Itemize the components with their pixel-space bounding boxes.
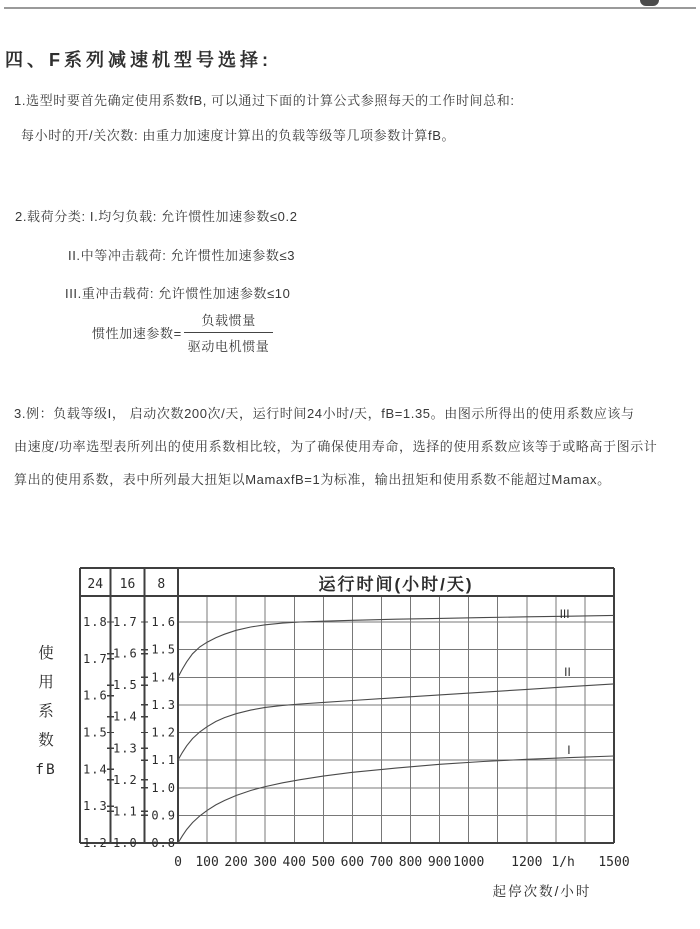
svg-text:1.1: 1.1 xyxy=(151,753,176,768)
example-line2: 由速度/功率选型表所列出的使用系数相比较，为了确保使用寿命，选择的使用系数应该等于或略高于图示计 xyxy=(14,439,658,454)
inertia-formula xyxy=(92,310,273,355)
svg-text:100: 100 xyxy=(195,855,219,870)
load-class-line3: III.重冲击载荷: 允许惯性加速参数≤10 xyxy=(65,286,291,301)
svg-text:fB: fB xyxy=(35,762,57,778)
svg-text:1.3: 1.3 xyxy=(83,799,108,814)
example-line1: 3.例：负载等级I， 启动次数200次/天，运行时间24小时/天，fB=1.35。由图示所得出的使用系数应该与 xyxy=(14,406,635,421)
svg-text:1.1: 1.1 xyxy=(113,804,138,819)
svg-text:16: 16 xyxy=(119,577,136,592)
svg-text:1.3: 1.3 xyxy=(113,741,138,756)
svg-text:1.5: 1.5 xyxy=(151,642,176,657)
formula-fraction xyxy=(184,310,274,355)
svg-text:600: 600 xyxy=(340,855,365,870)
selection-note-line2: 每小时的开/关次数: 由重力加速度计算出的负载等级等几项参数计算fB。 xyxy=(21,128,456,143)
formula-numerator: 负载惯量 xyxy=(184,310,274,333)
svg-text:1.6: 1.6 xyxy=(113,646,138,661)
svg-text:III: III xyxy=(559,607,570,622)
svg-text:1200: 1200 xyxy=(511,855,543,870)
svg-text:1.7: 1.7 xyxy=(113,615,138,629)
svg-text:1/h: 1/h xyxy=(551,855,575,870)
svg-text:1.4: 1.4 xyxy=(151,670,176,685)
svg-text:800: 800 xyxy=(398,855,423,870)
svg-text:1.7: 1.7 xyxy=(83,651,108,666)
scroll-top-indicator-icon xyxy=(640,0,659,6)
svg-text:1.8: 1.8 xyxy=(83,615,108,629)
svg-text:运行时间(小时/天): 运行时间(小时/天) xyxy=(318,575,474,594)
svg-text:1.6: 1.6 xyxy=(151,615,176,629)
load-class-line1: 2.载荷分类: I.均匀负载: 允许惯性加速参数≤0.2 xyxy=(15,209,298,224)
svg-text:II: II xyxy=(564,665,571,680)
svg-text:400: 400 xyxy=(282,855,307,870)
svg-text:0: 0 xyxy=(174,855,182,870)
svg-text:1.6: 1.6 xyxy=(83,688,108,703)
svg-text:使: 使 xyxy=(38,645,54,662)
svg-text:500: 500 xyxy=(311,855,336,870)
svg-text:1.3: 1.3 xyxy=(151,697,176,712)
svg-text:系: 系 xyxy=(38,703,54,720)
svg-text:900: 900 xyxy=(427,855,452,870)
svg-text:用: 用 xyxy=(38,674,54,691)
svg-text:700: 700 xyxy=(369,855,394,870)
svg-text:300: 300 xyxy=(253,855,277,870)
svg-text:1.5: 1.5 xyxy=(83,725,108,740)
selection-note-line1: 1.选型时要首先确定使用系数fB, 可以通过下面的计算公式参照每天的工作时间总和: xyxy=(14,93,515,108)
svg-text:1.4: 1.4 xyxy=(83,762,108,777)
svg-text:1.2: 1.2 xyxy=(83,836,108,850)
page-title: 四、F系列减速机型号选择: xyxy=(5,50,272,71)
svg-text:1.0: 1.0 xyxy=(151,780,176,795)
svg-text:0.8: 0.8 xyxy=(151,836,176,850)
load-class-line2: II.中等冲击载荷: 允许惯性加速参数≤3 xyxy=(68,248,296,263)
svg-text:起停次数/小时: 起停次数/小时 xyxy=(492,884,592,899)
top-divider-rule xyxy=(4,7,696,9)
svg-text:8: 8 xyxy=(157,577,166,592)
svg-text:1000: 1000 xyxy=(453,855,485,870)
svg-text:1.5: 1.5 xyxy=(113,678,138,693)
formula-label: 惯性加速参数= xyxy=(92,326,182,341)
svg-text:1.4: 1.4 xyxy=(113,709,138,724)
svg-text:1500: 1500 xyxy=(598,855,630,870)
svg-text:I: I xyxy=(567,743,571,758)
svg-text:1.2: 1.2 xyxy=(113,772,138,787)
example-line3: 算出的使用系数，表中所列最大扭矩以MamaxfB=1为标准，输出扭矩和使用系数不能超过Mamax。 xyxy=(14,472,611,487)
svg-text:24: 24 xyxy=(87,577,104,592)
svg-text:200: 200 xyxy=(224,855,248,870)
svg-text:1.0: 1.0 xyxy=(113,836,138,850)
svg-text:0.9: 0.9 xyxy=(151,808,176,823)
svg-text:数: 数 xyxy=(38,732,54,749)
formula-denominator: 驱动电机惯量 xyxy=(187,339,270,354)
svg-text:1.2: 1.2 xyxy=(151,725,176,740)
